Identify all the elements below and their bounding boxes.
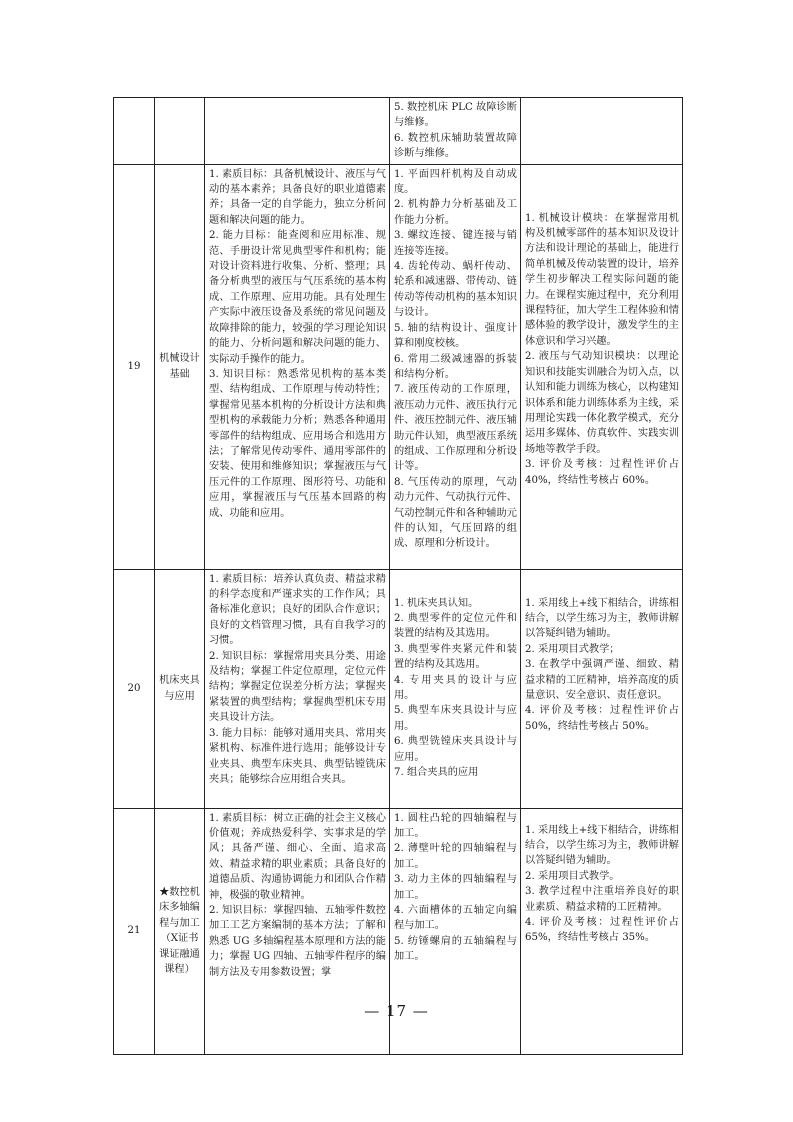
- course-requirements-cell: [521, 569, 683, 808]
- requirement-item: 2. 采用项目式教学；: [525, 643, 620, 655]
- requirement-item: 3. 教学过程中注重培养良好的职业素质、精益求精的工匠精神。: [525, 886, 679, 913]
- course-content-cell: [390, 164, 521, 569]
- content-item: 4. 齿轮传动、蜗杆传动、轮系和减速器、带传动、链传动等传动机构的基本知识与设计。: [394, 261, 517, 319]
- content-item: 3. 螺纹连接、键连接与销连接等连接。: [394, 230, 517, 257]
- requirement-item: 1. 采用线上+线下相结合，讲练相结合，以学生练习为主，教师讲解以答疑纠错为辅助。: [525, 824, 679, 867]
- content-item: 5. 典型车床夹具设计与应用。: [394, 705, 517, 732]
- content-item: 2. 机构静力分析基础及工作能力分析。: [394, 199, 517, 226]
- course-goals-cell: [205, 164, 390, 569]
- content-item: 5. 纺锤螺肩的五轴编程与加工。: [394, 935, 517, 963]
- course-name-cell: [155, 164, 205, 569]
- course-table: [113, 97, 683, 1055]
- content-item: 7. 组合夹具的应用: [394, 767, 479, 779]
- content-item: 1. 机床夹具认知。: [394, 597, 479, 609]
- course-number: [114, 98, 155, 165]
- page-number: — 17 —: [364, 1002, 429, 1020]
- goal-paragraph: 2. 能力目标：能查阅和应用标准、规范、手册设计常见典型零件和机构；能对设计资料进行收集、分析、整理；具备分析典型的液压与气压系统的基本构成、工作原理、应用功能。具有处理生产实际中液压设备及系统的常见问题及故障排除的能力，较强的学习理论知识的能力、分析问题和解决问题的能力、实际动手操作的能力。: [209, 230, 386, 365]
- content-item: 8. 气压传动的原理，气动动力元件、气动执行元件、气动控制元件和各种辅助元件的认知，气压回路的组成、原理和分析设计。: [394, 476, 517, 550]
- course-name: [155, 129, 204, 133]
- course-content-cell: [390, 569, 521, 808]
- content-item: 5. 数控机床 PLC 故障诊断与维修。: [394, 102, 517, 129]
- goal-paragraph: 1. 素质目标：培养认真负责、精益求精的科学态度和严谨求实的工作作风；具备标准化意识；良好的团队合作意识；良好的文档管理习惯，具有自我学习的习惯。: [209, 573, 386, 647]
- requirement-item: 1. 机械设计模块：在掌握常用机构及机械零部件的基本知识及设计方法和设计理论的基础上，能进行简单机械及传动装置的设计，培养学生初步解决工程实际问题的能力。在课程实施过程中，充分利用课程特征，加大学生工程体验和情感体验的教学设计，激发学生的主体意识和学习兴趣。: [525, 212, 679, 347]
- course-name: ★数控机床多轴编程与加工（X证书课证融通课程）: [159, 886, 200, 975]
- table-row: [114, 164, 683, 569]
- course-number: 19: [114, 164, 155, 569]
- course-number: 20: [114, 569, 155, 808]
- course-requirements-cell: [521, 164, 683, 569]
- content-item: 2. 典型零件的定位元件和装置的结构及其选用。: [394, 613, 517, 640]
- content-item: 1. 圆柱凸轮的四轴编程与加工。: [394, 812, 517, 840]
- content-item: 3. 典型零件夹紧元件和装置的结构及其选用。: [394, 643, 517, 671]
- course-goals-cell: [205, 569, 390, 808]
- requirement-item: 2. 液压与气动知识模块：以理论知识和技能实训融合为切入点，以认知和能力训练为核心，以构建知识体系和能力训练体系为主线，采用理论实践一体化教学模式，充分运用多媒体、仿真软件、实践实训场地等教学手段。: [525, 351, 679, 455]
- content-item: 7. 液压传动的工作原理，液压动力元件、液压执行元件、液压控制元件、液压辅助元件认知，典型液压系统的组成、工作原理和分析设计等。: [394, 384, 517, 473]
- requirement-item: 4. 评价及考核：过程性评价占 65%，终结性考核占 35%。: [525, 917, 679, 944]
- course-name-cell: [155, 98, 205, 165]
- content-item: 1. 平面四杆机构及自动成度。: [394, 168, 517, 196]
- course-name-cell: [155, 569, 205, 808]
- content-item: 6. 典型铣镗床夹具设计与应用。: [394, 736, 517, 763]
- requirement-item: 4. 评价及考核：过程性评价占 50%，终结性考核占 50%。: [525, 705, 679, 732]
- table-row: [114, 569, 683, 808]
- course-requirements-cell: [521, 98, 683, 165]
- content-item: 2. 薄壁叶轮的四轴编程与加工。: [394, 843, 517, 870]
- requirement-item: 3. 评价及考核：过程性评价占 40%，终结性考核占 60%。: [525, 459, 679, 486]
- content-item: 4. 六面槽体的五轴定向编程与加工。: [394, 905, 517, 932]
- goal-paragraph: 1. 素质目标：树立正确的社会主义核心价值观；养成热爱科学、实事求是的学风；具备严谨、细心、全面、追求高效、精益求精的职业素质；具备良好的道德品质、沟通协调能力和团队合作精神，极强的敬业精神。: [209, 812, 386, 901]
- requirement-item: 3. 在教学中强调严谨、细致、精益求精的工匠精神，培养高度的质量意识、安全意识、责任意识。: [525, 659, 679, 702]
- course-goals-cell: [205, 98, 390, 165]
- goal-paragraph: 3. 能力目标：能够对通用夹具、常用夹紧机构、标准件进行选用；能够设计专业夹具、典型车床夹具、典型钻镗铣床夹具；能够综合应用组合夹具。: [209, 727, 386, 785]
- goal-paragraph: 2. 知识目标：掌握四轴、五轴零件数控加工工艺方案编制的基本方法；了解和熟悉 UG 多轴编程基本原理和方法的能力；掌握 UG 四轴、五轴零件程序的编制方法及专用参数设置；掌: [209, 905, 386, 978]
- table-body: [114, 98, 683, 1055]
- goal-paragraph: 2. 知识目标：掌握常用夹具分类、用途及结构；掌握工件定位原理，定位元件结构；掌握定位误差分析方法；掌握夹紧装置的典型结构；掌握典型机床专用夹具设计方法。: [209, 650, 386, 724]
- course-content-cell: [390, 98, 521, 165]
- requirement-item: 1. 采用线上+线下相结合，讲练相结合，以学生练习为主，教师讲解以答疑纠错为辅助。: [525, 597, 679, 640]
- content-item: 6. 常用二级减速器的拆装和结构分析。: [394, 353, 517, 380]
- table-row: [114, 98, 683, 165]
- content-item: 4. 专用夹具的设计与应用。: [394, 674, 517, 702]
- requirement-item: 2. 采用项目式教学。: [525, 870, 620, 882]
- course-name: 机床夹具与应用: [159, 675, 200, 702]
- course-name: 机械设计基础: [159, 353, 200, 380]
- content-item: 3. 动力主体的四轴编程与加工。: [394, 874, 517, 901]
- course-number: 21: [114, 808, 155, 1054]
- goal-paragraph: 3. 知识目标：熟悉常见机构的基本类型、结构组成、工作原理与传动特性；掌握常见基本机构的分析设计方法和典型机构的承载能力分析；熟悉各种通用零部件的结构组成、应用场合和选用方法；了解常见传动零件、通用零部件的安装、使用和维修知识；掌握液压与气压元件的工作原理、图形符号、功能和应用，掌握液压与气压基本回路的构成、功能和应用。: [209, 368, 386, 519]
- goal-paragraph: 1. 素质目标：具备机械设计、液压与气动的基本素养；具备良好的职业道德素养；具备一定的自学能力，独立分析问题和解决问题的能力。: [209, 168, 386, 226]
- content-item: 6. 数控机床辅助装置故障诊断与维修。: [394, 132, 517, 160]
- content-item: 5. 轴的结构设计、强度计算和刚度校核。: [394, 322, 517, 350]
